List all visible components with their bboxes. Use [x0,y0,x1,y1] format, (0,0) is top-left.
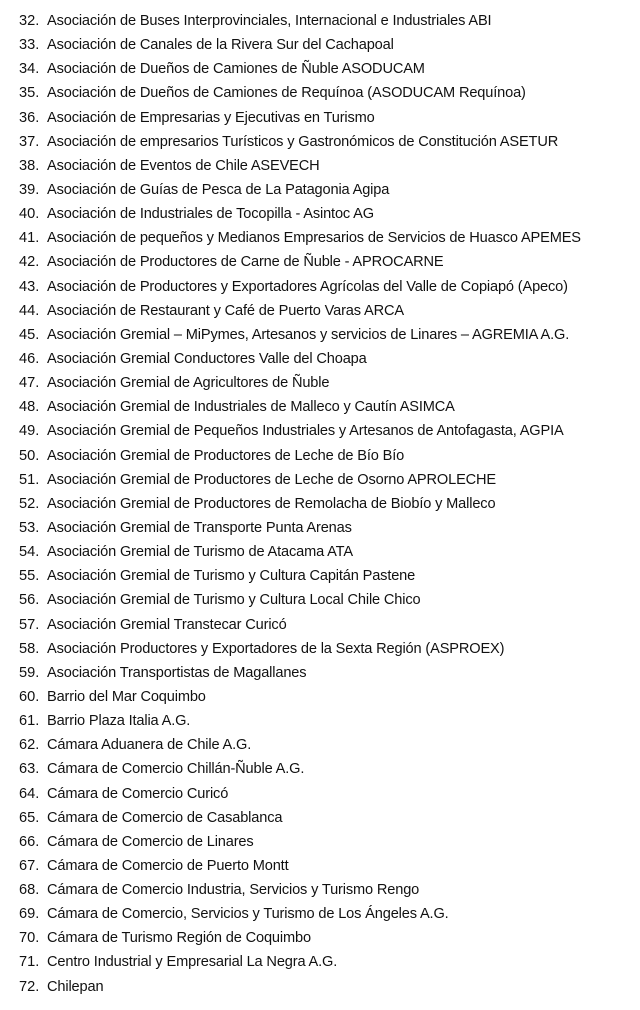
list-item-name: Asociación Gremial de Turismo y Cultura Local Chile Chico [47,592,421,609]
list-item-number: 34. [19,61,40,78]
list-item-number: 52. [19,495,40,512]
list-item-number: 64. [19,785,40,802]
list-item-number: 58. [19,640,40,657]
list-item-name: Asociación de Buses Interprovinciales, Internacional e Industriales ABI [47,13,492,29]
list-item [0,782,640,806]
list-item [0,250,640,274]
list-item-number: 65. [19,809,40,826]
list-item [0,130,640,154]
list-item [0,709,640,733]
list-item [0,33,640,57]
list-item-name: Centro Industrial y Empresarial La Negra A.G. [47,954,338,971]
list-item-number: 37. [19,133,40,150]
list-item-name: Asociación de Canales de la Rivera Sur del Cachapoal [47,37,394,54]
list-item-number: 38. [19,157,40,174]
list-item [0,926,640,950]
list-item-number: 45. [19,326,40,343]
list-item-number: 63. [19,761,40,778]
list-item-name: Asociación de Productores y Exportadores Agrícolas del Valle de Copiapó (Apeco) [47,278,568,295]
list-item-name: Asociación Gremial de Turismo de Atacama ATA [47,544,353,561]
list-item [0,9,640,33]
list-item-number: 60. [19,688,40,705]
list-item-number: 71. [19,954,40,971]
list-item-name: Asociación Gremial – MiPymes, Artesanos y servicios de Linares – AGREMIA A.G. [47,326,570,343]
list-item [0,830,640,854]
list-item-number: 48. [19,399,40,416]
list-item-number: 69. [19,906,40,923]
list-item-number: 36. [19,109,40,126]
list-item-number: 59. [19,664,40,681]
list-item [0,613,640,637]
list-item-number: 57. [19,616,40,633]
list-item-name: Cámara de Comercio de Casablanca [47,809,283,826]
list-item-name: Cámara de Comercio, Servicios y Turismo de Los Ángeles A.G. [47,906,449,923]
list-item [0,950,640,974]
list-item-name: Barrio Plaza Italia A.G. [47,713,191,730]
list-item-number: 66. [19,833,40,850]
list-item [0,516,640,540]
list-item-number: 33. [19,37,40,54]
list-item-number: 55. [19,568,40,585]
list-item [0,395,640,419]
list-item [0,347,640,371]
list-item [0,757,640,781]
list-item-number: 35. [19,85,40,102]
organization-list [0,9,640,999]
list-item-name: Asociación de Guías de Pesca de La Patagonia Agipa [47,181,390,198]
list-item [0,492,640,516]
list-item-name: Asociación Productores y Exportadores de la Sexta Región (ASPROEX) [47,640,505,657]
list-item [0,106,640,130]
list-item [0,468,640,492]
list-item [0,685,640,709]
list-item-name: Cámara Aduanera de Chile A.G. [47,737,252,754]
list-item [0,564,640,588]
list-item [0,154,640,178]
list-item-number: 72. [19,978,40,995]
list-item-number: 32. [19,13,40,29]
list-item [0,226,640,250]
list-item-name: Asociación de Dueños de Camiones de Ñuble ASODUCAM [47,61,425,78]
list-item-name: Barrio del Mar Coquimbo [47,688,206,705]
list-item-number: 43. [19,278,40,295]
list-item-name: Cámara de Comercio de Linares [47,833,254,850]
list-item [0,371,640,395]
list-item-name: Asociación Gremial de Productores de Leche de Bío Bío [47,447,405,464]
list-item-number: 62. [19,737,40,754]
list-item [0,81,640,105]
list-item-number: 41. [19,230,40,247]
list-item-number: 56. [19,592,40,609]
list-item-name: Asociación de Industriales de Tocopilla - Asintoc AG [47,206,374,223]
list-item [0,178,640,202]
list-item [0,323,640,347]
list-item-number: 54. [19,544,40,561]
list-item-number: 61. [19,713,40,730]
list-item [0,299,640,323]
list-item-name: Asociación Gremial de Turismo y Cultura Capitán Pastene [47,568,416,585]
list-item-name: Asociación Gremial de Agricultores de Ñuble [47,375,330,392]
list-item [0,202,640,226]
list-item [0,588,640,612]
list-item-name: Asociación Gremial Conductores Valle del Choapa [47,350,367,367]
list-item-name: Asociación de Productores de Carne de Ñuble - APROCARNE [47,254,444,271]
list-item-name: Chilepan [47,978,104,995]
list-item-number: 46. [19,350,40,367]
list-item-name: Asociación de Dueños de Camiones de Requínoa (ASODUCAM Requínoa) [47,85,526,102]
list-item-name: Asociación de Restaurant y Café de Puerto Varas ARCA [47,302,404,319]
list-item-number: 67. [19,857,40,874]
list-item [0,878,640,902]
list-item-name: Asociación de empresarios Turísticos y Gastronómicos de Constitución ASETUR [47,133,559,150]
list-item [0,275,640,299]
list-item [0,637,640,661]
list-item-name: Asociación Gremial de Industriales de Malleco y Cautín ASIMCA [47,399,455,416]
list-item-name: Asociación Gremial de Transporte Punta Arenas [47,519,352,536]
list-item-name: Cámara de Comercio Industria, Servicios y Turismo Rengo [47,882,420,899]
list-item [0,975,640,999]
list-item-name: Asociación Gremial de Productores de Remolacha de Biobío y Malleco [47,495,496,512]
list-item-name: Asociación Gremial Transtecar Curicó [47,616,287,633]
list-item-number: 50. [19,447,40,464]
list-item-number: 70. [19,930,40,947]
list-item-number: 53. [19,519,40,536]
list-item-name: Cámara de Comercio de Puerto Montt [47,857,289,874]
list-item-number: 47. [19,375,40,392]
list-item [0,444,640,468]
list-item-number: 68. [19,882,40,899]
list-item-number: 42. [19,254,40,271]
list-item [0,806,640,830]
list-item [0,57,640,81]
list-item-name: Cámara de Comercio Chillán-Ñuble A.G. [47,761,305,778]
list-item-name: Asociación Gremial de Productores de Leche de Osorno APROLECHE [47,471,497,488]
list-item [0,902,640,926]
list-item [0,540,640,564]
list-item [0,854,640,878]
list-item [0,733,640,757]
list-item-number: 40. [19,206,40,223]
list-item-name: Asociación de Eventos de Chile ASEVECH [47,157,320,174]
list-item [0,419,640,443]
list-item-number: 49. [19,423,40,440]
list-item-number: 51. [19,471,40,488]
list-item-number: 44. [19,302,40,319]
list-item-name: Cámara de Turismo Región de Coquimbo [47,930,311,947]
list-item-name: Cámara de Comercio Curicó [47,785,229,802]
list-item-number: 39. [19,181,40,198]
list-item-name: Asociación Transportistas de Magallanes [47,664,307,681]
list-item [0,661,640,685]
list-item-name: Asociación de Empresarias y Ejecutivas en Turismo [47,109,375,126]
list-item-name: Asociación de pequeños y Medianos Empresarios de Servicios de Huasco APEMES [47,230,581,247]
list-item-name: Asociación Gremial de Pequeños Industriales y Artesanos de Antofagasta, AGPIA [47,423,564,440]
